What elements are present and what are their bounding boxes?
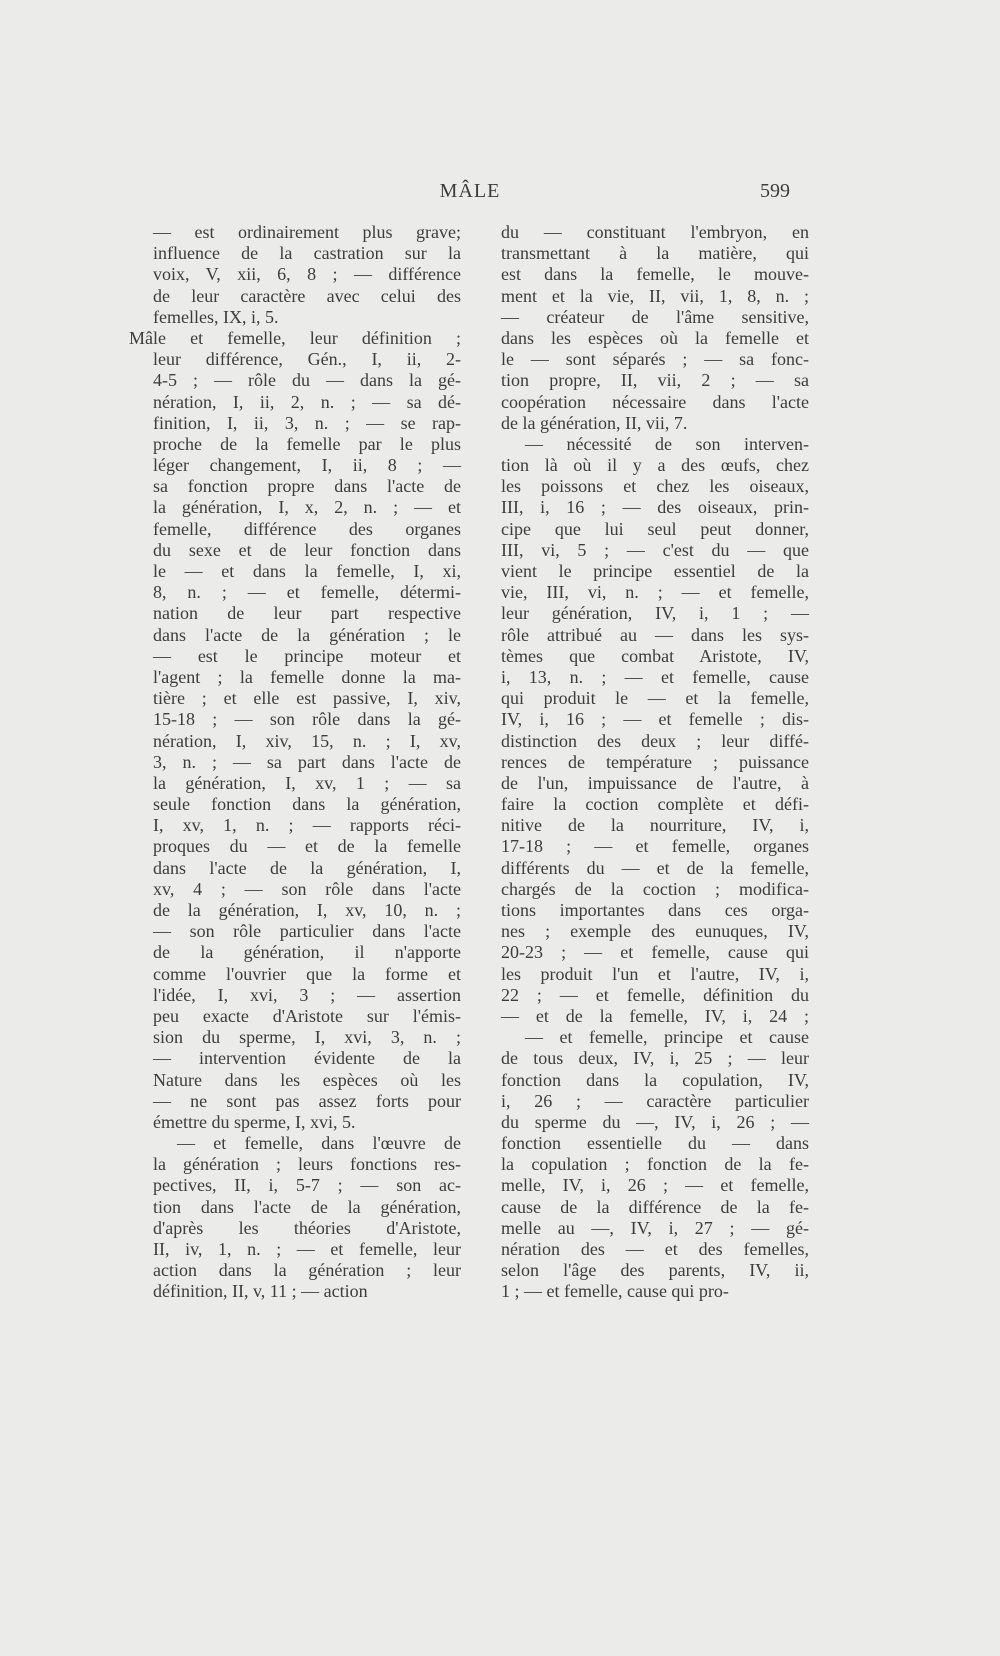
text-line: 22 ; — et femelle, définition du	[501, 984, 809, 1005]
text-line: i, 26 ; — caractère particulier	[501, 1090, 809, 1111]
text-line: dans l'acte de la génération ; le	[153, 624, 461, 645]
text-line: tèmes que combat Aristote, IV,	[501, 645, 809, 666]
text-line: la génération, I, x, 2, n. ; — et	[153, 497, 461, 518]
text-line: action dans la génération ; leur	[153, 1260, 461, 1281]
text-line: — nécessité de son interven-	[525, 433, 809, 454]
text-line: i, 13, n. ; — et femelle, cause	[501, 666, 809, 687]
text-line: — est ordinairement plus grave;	[153, 222, 461, 242]
text-line: le — et dans la femelle, I, xi,	[153, 561, 461, 581]
text-line: fonction dans la copulation, IV,	[501, 1069, 809, 1090]
text-line: nitive de la nourriture, IV, i,	[501, 815, 809, 836]
text-line: Mâle et femelle, leur définition ;	[129, 327, 461, 348]
text-line: comme l'ouvrier que la forme et	[153, 963, 461, 984]
text-line: — et femelle, dans l'œuvre de	[177, 1133, 461, 1154]
text-line: différents du — et de la femelle,	[501, 857, 809, 878]
text-line: ment et la vie, II, vii, 1, 8, n. ;	[501, 285, 809, 306]
text-line: sa fonction propre dans l'acte de	[153, 476, 461, 497]
text-line: chargés de la coction ; modifica-	[501, 878, 809, 899]
text-line: vie, III, vi, n. ; — et femelle,	[501, 582, 809, 603]
text-line: 17-18 ; — et femelle, organes	[501, 836, 809, 857]
text-line: du — constituant l'embryon, en	[501, 222, 809, 242]
text-line: xv, 4 ; — son rôle dans l'acte	[153, 878, 461, 899]
text-line: leur génération, IV, i, 1 ; —	[501, 603, 809, 624]
text-line: — et de la femelle, IV, i, 24 ;	[501, 1005, 809, 1026]
text-line: melle, IV, i, 26 ; — et femelle,	[501, 1175, 809, 1196]
text-line: selon l'âge des parents, IV, ii,	[501, 1260, 809, 1281]
text-line: tions importantes dans ces orga-	[501, 900, 809, 920]
text-line: cause de la différence de la fe-	[501, 1196, 809, 1217]
text-line: de l'un, impuissance de l'autre, à	[501, 772, 809, 793]
running-head	[150, 180, 790, 210]
text-line: tière ; et elle est passive, I, xiv,	[153, 688, 461, 709]
text-line: III, vi, 5 ; — c'est du — que	[501, 539, 809, 560]
text-line: Nature dans les espèces où les	[153, 1069, 461, 1090]
text-line: rôle attribué au — dans les sys-	[501, 624, 809, 645]
text-line: III, i, 16 ; — des oiseaux, prin-	[501, 497, 809, 518]
text-line: femelle, différence des organes	[153, 518, 461, 539]
text-line: nération, I, ii, 2, n. ; — sa dé-	[153, 391, 461, 412]
text-line: faire la coction complète et défi-	[501, 794, 809, 815]
text-line: peu exacte d'Aristote sur l'émis-	[153, 1005, 461, 1026]
text-line: 1 ; — et femelle, cause qui pro-	[501, 1281, 729, 1302]
text-line: fonction essentielle du — dans	[501, 1133, 809, 1154]
text-line: vient le principe essentiel de la	[501, 561, 809, 581]
text-line: finition, I, ii, 3, n. ; — se rap-	[153, 412, 461, 433]
text-line: IV, i, 16 ; — et femelle ; dis-	[501, 709, 809, 730]
text-line: seule fonction dans la génération,	[153, 794, 461, 815]
text-line: le — sont séparés ; — sa fonc-	[501, 349, 809, 370]
text-line: la génération ; leurs fonctions res-	[153, 1154, 461, 1175]
text-line: l'agent ; la femelle donne la ma-	[153, 666, 461, 687]
page-number: 599	[760, 180, 790, 202]
text-line: pectives, II, i, 5-7 ; — son ac-	[153, 1175, 461, 1196]
text-line: 15-18 ; — son rôle dans la gé-	[153, 709, 461, 730]
text-line: cipe que lui seul peut donner,	[501, 518, 809, 539]
text-line: est dans la femelle, le mouve-	[501, 264, 809, 285]
text-line: tion dans l'acte de la génération,	[153, 1196, 461, 1217]
text-line: les produit l'un et l'autre, IV, i,	[501, 963, 809, 984]
text-line: leur différence, Gén., I, ii, 2-	[153, 349, 461, 370]
text-line: de la génération, I, xv, 10, n. ;	[153, 900, 461, 920]
text-line: femelles, IX, i, 5.	[153, 306, 279, 327]
text-line: de tous deux, IV, i, 25 ; — leur	[501, 1048, 809, 1069]
text-line: tion là où il y a des œufs, chez	[501, 455, 809, 476]
text-line: nes ; exemple des eunuques, IV,	[501, 921, 809, 942]
text-line: influence de la castration sur la	[153, 243, 461, 264]
text-line: nération, I, xiv, 15, n. ; I, xv,	[153, 730, 461, 751]
text-line: tion propre, II, vii, 2 ; — sa	[501, 370, 809, 391]
text-line: — est le principe moteur et	[153, 645, 461, 666]
text-line: qui produit le — et la femelle,	[501, 688, 809, 709]
text-line: de la génération, il n'apporte	[153, 942, 461, 963]
left-column	[129, 222, 461, 1303]
text-line: — ne sont pas assez forts pour	[153, 1090, 461, 1111]
text-line: d'après les théories d'Aristote,	[153, 1217, 461, 1238]
text-line: — intervention évidente de la	[153, 1048, 461, 1069]
text-line: la génération, I, xv, 1 ; — sa	[153, 772, 461, 793]
text-line: — créateur de l'âme sensitive,	[501, 306, 809, 327]
text-line: les poissons et chez les oiseaux,	[501, 476, 809, 497]
text-line: melle au —, IV, i, 27 ; — gé-	[501, 1217, 809, 1238]
text-line: II, iv, 1, n. ; — et femelle, leur	[153, 1239, 461, 1259]
text-line: du sperme du —, IV, i, 26 ; —	[501, 1111, 809, 1132]
text-line: la copulation ; fonction de la fe-	[501, 1154, 809, 1175]
right-column	[501, 222, 809, 1303]
text-line: — et femelle, principe et cause	[525, 1027, 809, 1048]
text-line: transmettant à la matière, qui	[501, 243, 809, 264]
text-line: 3, n. ; — sa part dans l'acte de	[153, 751, 461, 772]
text-line: coopération nécessaire dans l'acte	[501, 391, 809, 412]
text-line: rences de température ; puissance	[501, 751, 809, 772]
text-line: nération des — et des femelles,	[501, 1239, 809, 1259]
text-line: — son rôle particulier dans l'acte	[153, 921, 461, 942]
text-line: 20-23 ; — et femelle, cause qui	[501, 942, 809, 963]
text-line: dans les espèces où la femelle et	[501, 327, 809, 348]
text-line: l'idée, I, xvi, 3 ; — assertion	[153, 984, 461, 1005]
text-line: 4-5 ; — rôle du — dans la gé-	[153, 370, 461, 391]
text-line: du sexe et de leur fonction dans	[153, 539, 461, 560]
text-line: de leur caractère avec celui des	[153, 285, 461, 306]
text-line: proques du — et de la femelle	[153, 836, 461, 857]
running-head-title: MÂLE	[439, 180, 501, 202]
text-line: léger changement, I, ii, 8 ; —	[153, 455, 461, 476]
text-line: I, xv, 1, n. ; — rapports réci-	[153, 815, 461, 836]
text-line: nation de leur part respective	[153, 603, 461, 624]
text-line: définition, II, v, 11 ; — action	[153, 1281, 368, 1302]
text-line: dans l'acte de la génération, I,	[153, 857, 461, 878]
text-line: sion du sperme, I, xvi, 3, n. ;	[153, 1027, 461, 1048]
text-line: proche de la femelle par le plus	[153, 433, 461, 454]
text-line: voix, V, xii, 6, 8 ; — différence	[153, 264, 461, 285]
text-line: émettre du sperme, I, xvi, 5.	[153, 1111, 356, 1132]
text-line: distinction des deux ; leur diffé-	[501, 730, 809, 751]
text-line: 8, n. ; — et femelle, détermi-	[153, 582, 461, 603]
text-line: de la génération, II, vii, 7.	[501, 412, 688, 433]
